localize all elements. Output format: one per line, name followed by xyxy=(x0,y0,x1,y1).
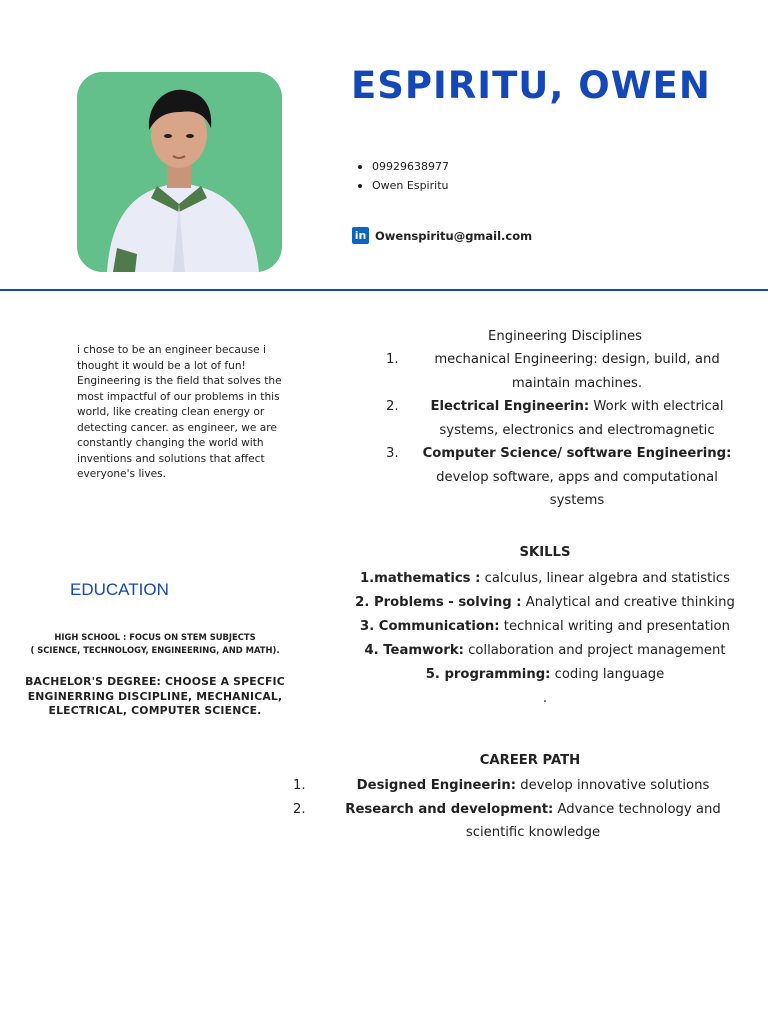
full-name-contact: Owen Espiritu xyxy=(356,177,449,196)
list-item xyxy=(288,798,748,845)
career-label: Research and development: xyxy=(345,801,554,817)
skill-label: 4. Teamwork: xyxy=(364,643,464,658)
discipline-label: Computer Science/ software Engineering: xyxy=(422,446,732,461)
education-title: EDUCATION xyxy=(70,580,169,599)
skill-item xyxy=(350,591,740,615)
skill-label: 1.mathematics : xyxy=(359,571,481,586)
discipline-label: Electrical Engineerin: xyxy=(430,399,590,414)
list-number: 2. xyxy=(293,801,306,817)
linkedin-icon: in xyxy=(352,227,369,244)
skills-section xyxy=(350,543,740,711)
skills-trailing-dot: . xyxy=(542,691,548,706)
skill-description: calculus, linear algebra and statistics xyxy=(480,571,731,586)
career-title: CAREER PATH xyxy=(479,753,581,768)
career-text xyxy=(318,798,748,845)
list-number: 3. xyxy=(386,446,399,461)
skill-label: 3. Communication: xyxy=(360,619,500,634)
skill-description: technical writing and presentation xyxy=(499,619,730,634)
discipline-description: develop software, apps and computational systems xyxy=(436,469,718,508)
skill-item xyxy=(350,567,740,591)
engineering-disciplines-section xyxy=(380,325,740,513)
candidate-name: ESPIRITU, OWEN xyxy=(351,64,711,107)
discipline-description: Work with electrical systems, electronics and electromagnetic xyxy=(439,399,724,438)
career-label: Designed Engineerin: xyxy=(356,778,517,793)
skill-label: 5. programming: xyxy=(425,667,551,682)
list-item xyxy=(380,442,740,513)
career-text xyxy=(318,774,748,798)
profile-photo xyxy=(77,72,282,272)
career-description: develop innovative solutions xyxy=(516,778,710,793)
discipline-text xyxy=(414,348,740,395)
email-row xyxy=(352,227,532,244)
list-item xyxy=(380,395,740,442)
contact-list xyxy=(356,158,449,196)
list-item xyxy=(288,774,748,798)
list-item xyxy=(380,348,740,395)
high-school-line: HIGH SCHOOL : FOCUS ON STEM SUBJECTS xyxy=(54,632,256,642)
skill-item xyxy=(350,663,740,687)
list-number: 2. xyxy=(386,399,399,414)
education-bachelor: BACHELOR'S DEGREE: CHOOSE A SPECFIC ENGINERRING DISCIPLINE, MECHANICAL, ELECTRICAL, COMPUTER SCIENCE. xyxy=(25,675,285,717)
high-school-subjects: ( SCIENCE, TECHNOLOGY, ENGINEERING, AND MATH). xyxy=(30,645,280,655)
education-high-school xyxy=(10,631,300,657)
phone-number: 09929638977 xyxy=(356,158,449,177)
email-address: Owenspiritu@gmail.com xyxy=(375,228,533,243)
about-paragraph: i chose to be an engineer because i thought it would be a lot of fun! Engineering is the field that solves the most impactful of our problems in this world, like creating clean energy or detecting cancer. as engineer, we are constantly changing the world with inventions and solutions that affect everyone's lives. xyxy=(77,344,282,480)
disciplines-title: Engineering Disciplines xyxy=(488,329,642,344)
skill-description: collaboration and project management xyxy=(463,643,726,658)
discipline-text xyxy=(414,395,740,442)
list-number: 1. xyxy=(293,778,306,793)
career-path-section xyxy=(288,751,748,845)
skill-description: coding language xyxy=(550,667,665,682)
discipline-text xyxy=(414,442,740,513)
skill-label: 2. Problems - solving : xyxy=(355,595,522,610)
list-number: 1. xyxy=(386,352,399,367)
career-description: Advance technology and scientific knowledge xyxy=(465,801,721,840)
discipline-description: mechanical Engineering: design, build, and maintain machines. xyxy=(434,352,720,391)
skill-item xyxy=(350,615,740,639)
skills-title: SKILLS xyxy=(519,545,571,560)
header-divider xyxy=(0,289,768,291)
skill-description: Analytical and creative thinking xyxy=(521,595,735,610)
skill-item xyxy=(350,639,740,663)
